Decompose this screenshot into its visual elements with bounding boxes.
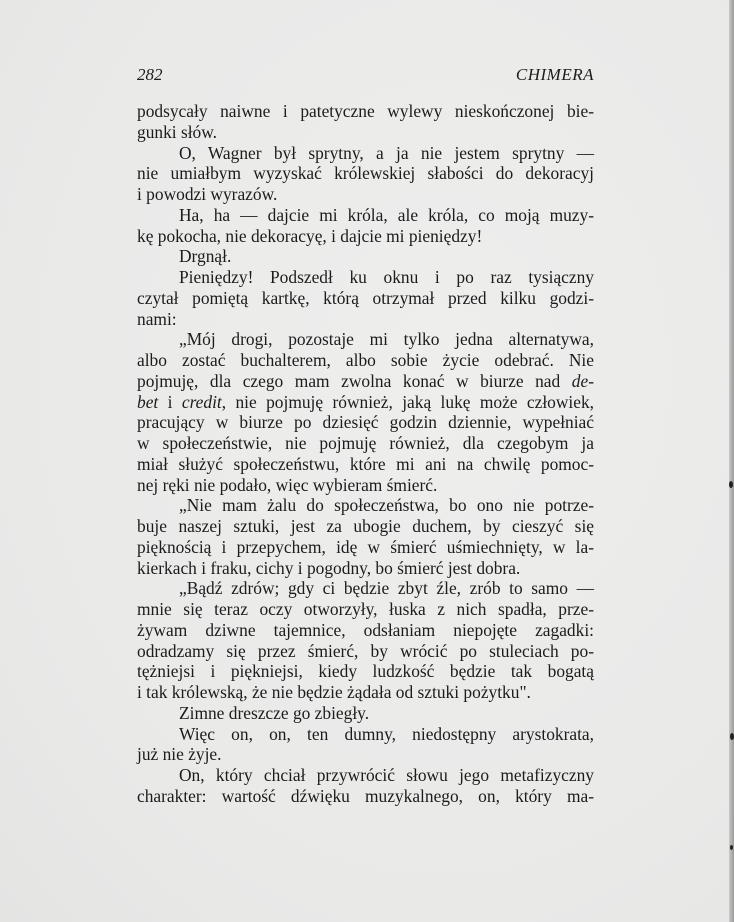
text-line: On, który chciał przywrócić słowu jego metafizyczny	[179, 765, 594, 785]
text-line: gunki słów.	[137, 121, 218, 142]
text-line: Pieniędzy! Podszedł ku oknu i po raz tysiączny	[179, 267, 594, 287]
text-line: i powodzi wyrazów.	[137, 184, 278, 204]
text-line: bet i credit, nie pojmuję również, jaką lukę może człowiek,	[137, 391, 595, 412]
italic-term: credit	[181, 391, 222, 412]
text-line: „Bądź zdrów; gdy ci będzie zbyt źle, zrób to samo —	[179, 578, 594, 599]
text-line: Ha, ha — dajcie mi króla, ale króla, co moją muzy-	[179, 204, 594, 225]
text-line: pracujący w biurze po dziesięć godzin dziennie, wypełniać	[137, 412, 594, 433]
text-line: O, Wagner był sprytny, a ja nie jestem sprytny —	[179, 142, 594, 163]
text-line: Więc on, on, ten dumny, niedostępny arystokrata,	[179, 723, 594, 744]
text-line: podsycały naiwne i patetyczne wylewy nieskończonej bie-	[137, 101, 594, 121]
text-line: Zimne dreszcze go zbiegły.	[179, 702, 370, 723]
page-edge-shadow	[729, 0, 734, 922]
text-line: żywam dziwne tajemnice, odsłaniam niepojęte zagadki:	[137, 619, 594, 640]
text-line: odradzamy się przez śmierć, by wrócić po stuleciach po-	[137, 640, 594, 661]
text-line: buje naszej sztuki, jest za ubogie duchem, by cieszyć się	[137, 516, 594, 536]
running-head-title: CHIMERA	[515, 65, 594, 84]
page-header	[137, 64, 594, 86]
text-line: i tak królewską, że nie będzie żądała od sztuki pożytku".	[137, 682, 531, 702]
italic-term: de-	[571, 370, 594, 391]
text-line: „Nie mam żalu do społeczeństwa, bo ono nie potrze-	[179, 495, 594, 516]
text-line: kierkach i fraku, cichy i pogodny, bo śmierć jest dobra.	[137, 557, 521, 578]
text-line: albo zostać buchalterem, albo sobie życie odebrać. Nie	[137, 350, 594, 370]
italic-term: bet	[137, 391, 159, 412]
text-line: Drgnął.	[179, 246, 232, 267]
text-line: już nie żyje.	[137, 744, 222, 765]
text-line: nami:	[137, 308, 177, 329]
print-speck	[730, 733, 734, 740]
body-text	[137, 101, 594, 807]
text-line: charakter: wartość dźwięku muzykalnego, on, który ma-	[137, 785, 594, 806]
print-speck	[730, 845, 733, 850]
text-line: nie umiałbym wyzyskać królewskiej słabości do dekoracyj	[137, 163, 594, 184]
print-speck	[729, 481, 733, 488]
text-line: nej ręki nie podało, więc wybieram śmierć.	[137, 474, 438, 495]
text-line: w społeczeństwie, nie pojmuję również, dla czegobym ja	[137, 433, 594, 453]
text-line: miał służyć społeczeństwu, które mi ani na chwilę pomoc-	[137, 453, 594, 474]
text-line: „Mój drogi, pozostaje mi tylko jedna alternatywa,	[179, 329, 594, 350]
text-line: mnie się teraz oczy otworzyły, łuska z nich spadła, prze-	[137, 599, 594, 619]
page-number: 282	[137, 65, 163, 84]
text-line: tężniejsi i piękniejsi, kiedy ludzkość będzie tak bogatą	[137, 661, 594, 682]
text-line: pięknością i przepychem, idę w śmierć uśmiechnięty, w la-	[137, 536, 594, 557]
text-line: czytał pomiętą kartkę, którą otrzymał przed kilku godzi-	[137, 287, 594, 308]
text-line: kę pokocha, nie dekoracyę, i dajcie mi pieniędzy!	[137, 225, 483, 246]
text-line: pojmuję, dla czego mam zwolna konać w biurze nad de-	[137, 370, 594, 391]
